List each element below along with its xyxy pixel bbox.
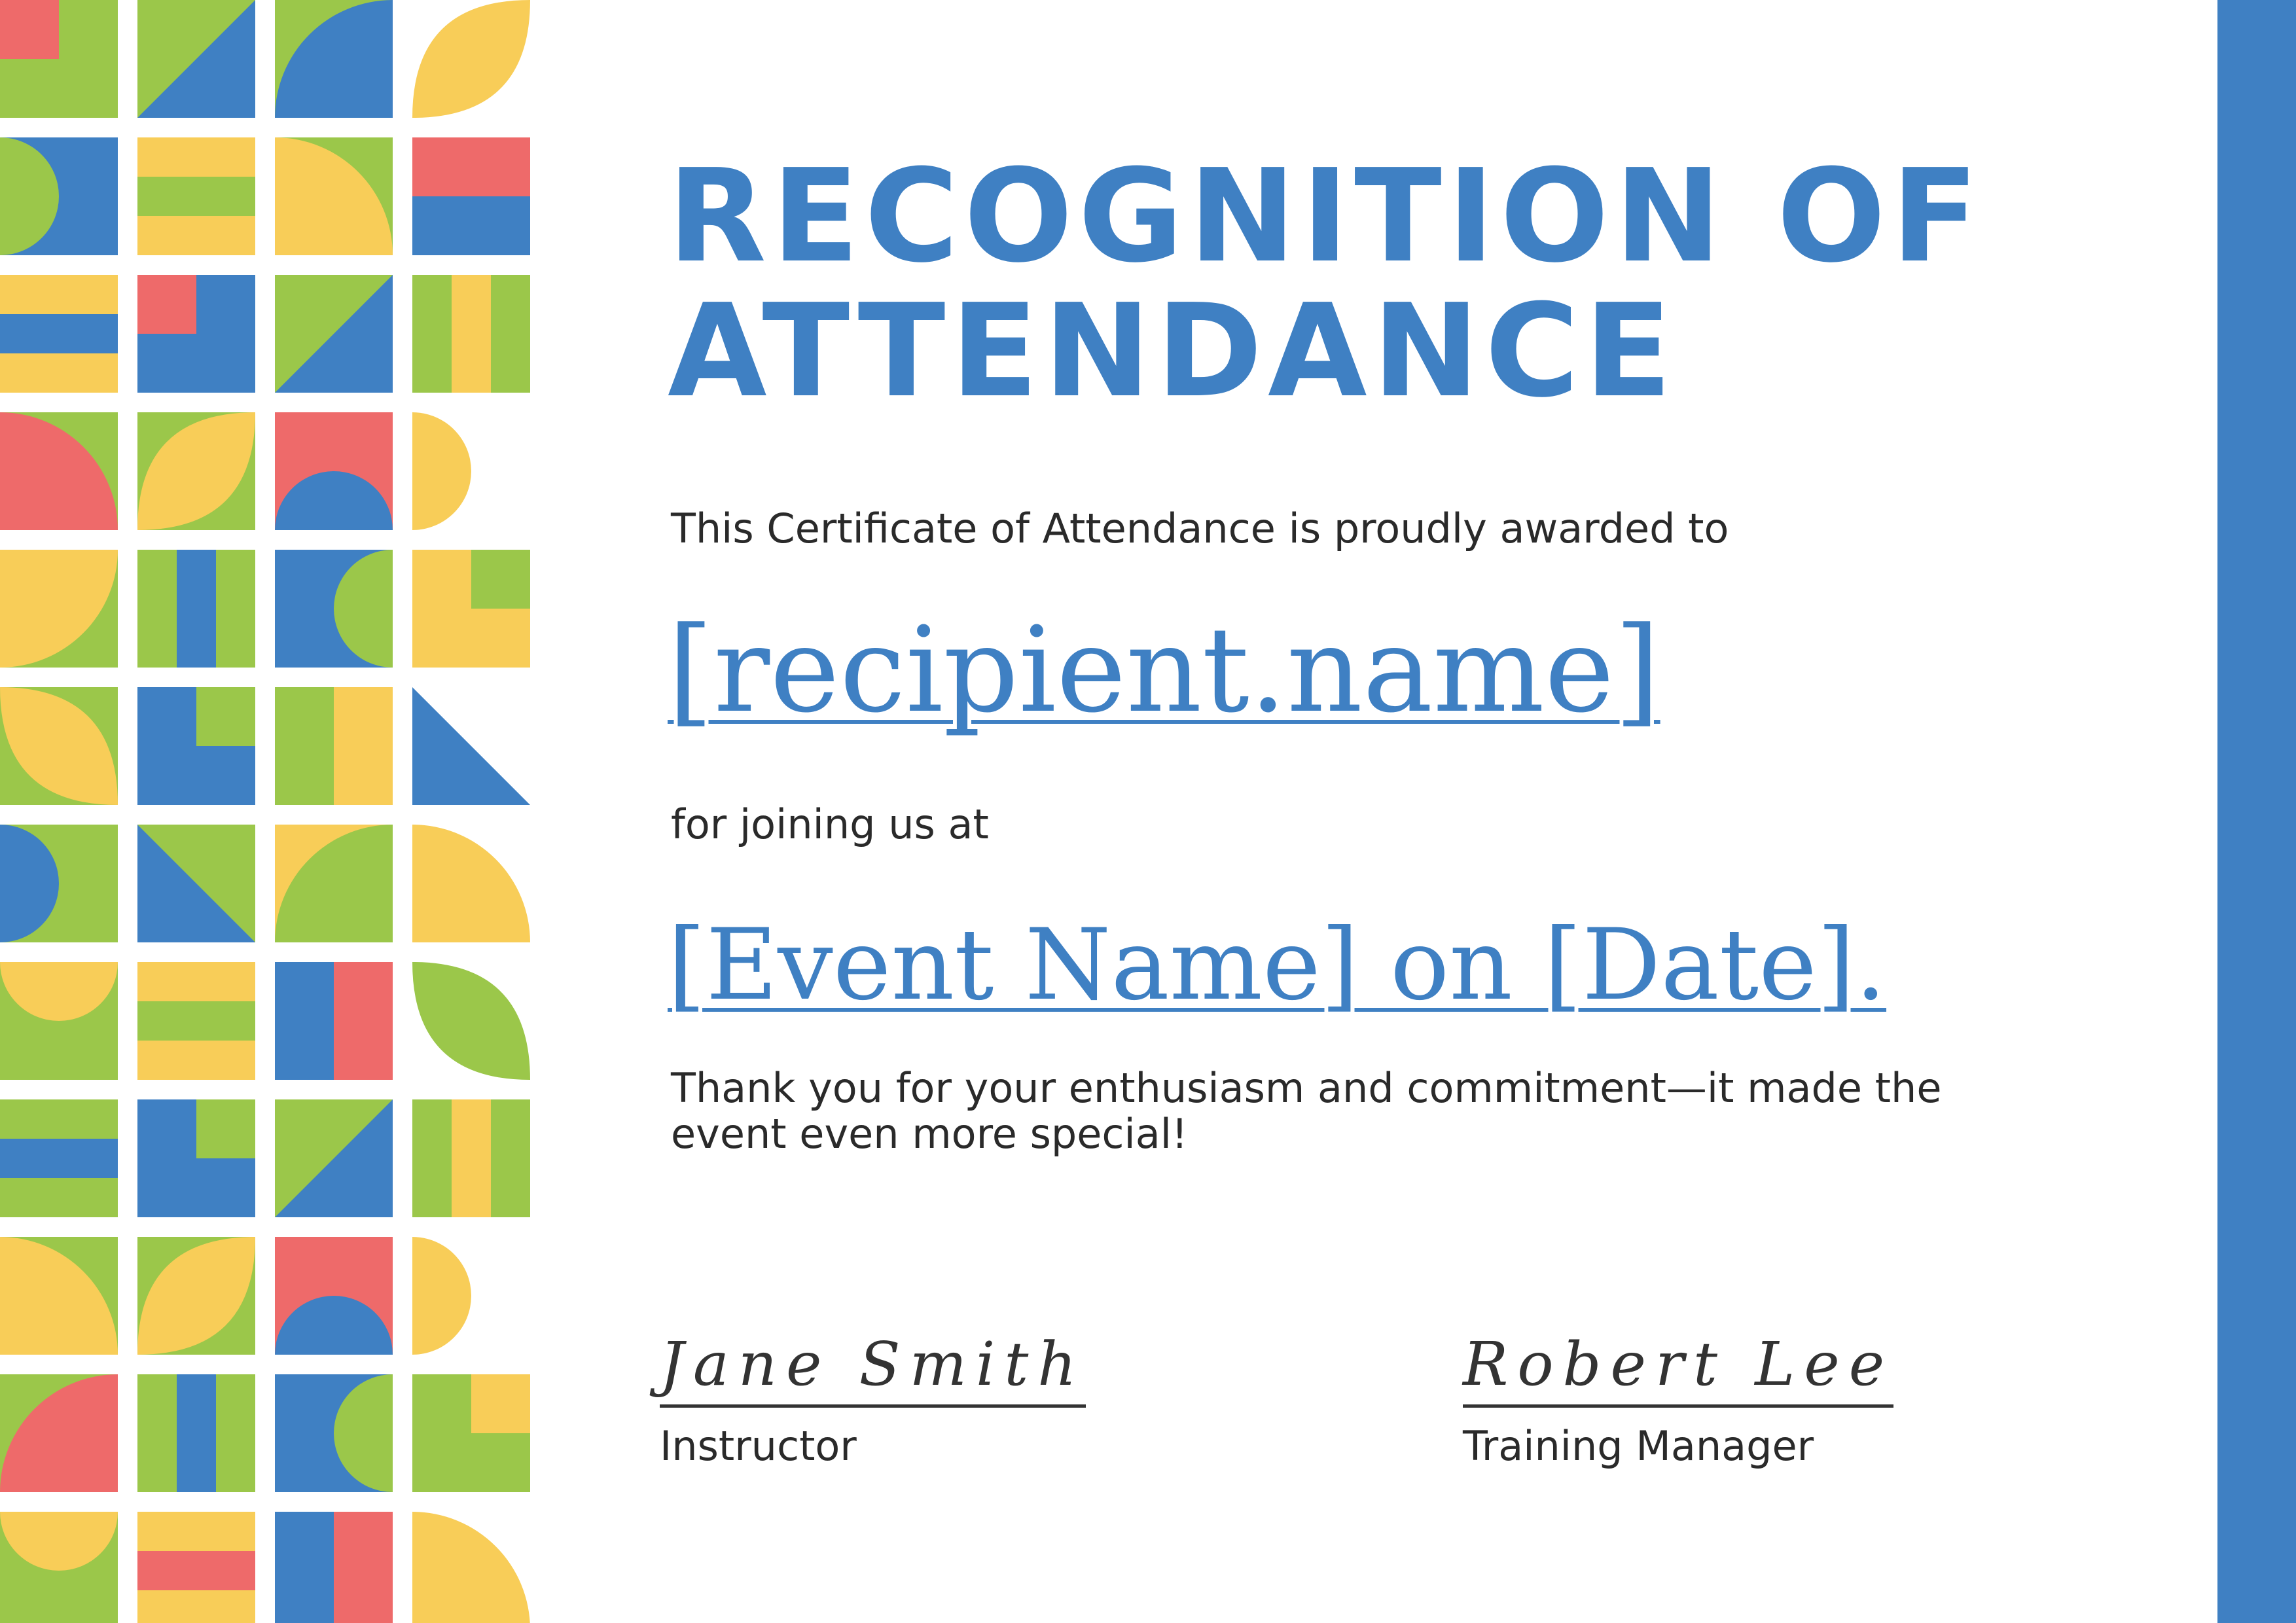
mosaic-tile: [275, 1374, 393, 1492]
mosaic-shape: [137, 275, 196, 334]
mosaic-shape: [0, 1139, 118, 1178]
mosaic-tile: [412, 550, 530, 668]
mosaic-shape: [334, 687, 393, 805]
mosaic-shape: [177, 550, 216, 668]
mosaic-shape: [452, 1099, 491, 1217]
mosaic-tile: [137, 1374, 255, 1492]
mosaic-tile: [275, 0, 393, 118]
mosaic-tile: [412, 0, 530, 118]
mosaic-tile: [137, 0, 255, 118]
mosaic-shape: [137, 1551, 255, 1590]
mosaic-svg: [0, 0, 537, 1623]
mosaic-tile: [137, 962, 255, 1080]
certificate-title: RECOGNITION OF ATTENDANCE: [668, 142, 1984, 426]
mosaic-tile: [412, 275, 530, 393]
mosaic-tile: [0, 687, 118, 805]
mosaic-tile: [137, 1237, 255, 1355]
mosaic-tile: [275, 1512, 393, 1623]
mosaic-tile: [275, 962, 393, 1080]
signature-role-instructor: Instructor: [660, 1422, 857, 1470]
thank-you-message: Thank you for your enthusiasm and commitment—it made the event even more special!: [671, 1064, 1942, 1158]
mosaic-tile: [275, 825, 393, 942]
mosaic-tile: [275, 1237, 393, 1355]
mosaic-tile: [412, 137, 530, 255]
mosaic-shape: [137, 177, 255, 216]
mosaic-tile: [137, 687, 255, 805]
mosaic-tile: [0, 825, 118, 942]
mosaic-shape: [412, 137, 530, 196]
mosaic-tile: [0, 412, 118, 530]
mosaic-tile: [0, 275, 118, 393]
recipient-name: [recipient.name]: [668, 602, 1660, 739]
signature-role-manager: Training Manager: [1463, 1422, 1814, 1470]
mosaic-tile: [0, 962, 118, 1080]
mosaic-tile: [137, 137, 255, 255]
mosaic-tile: [275, 550, 393, 668]
mosaic-tile: [412, 1099, 530, 1217]
mosaic-tile: [137, 550, 255, 668]
mosaic-tile: [412, 687, 530, 805]
mosaic-tile: [0, 137, 118, 255]
mosaic-shape: [137, 746, 255, 805]
signature-block-instructor: [660, 1329, 1118, 1469]
mosaic-shape: [334, 962, 393, 1080]
mosaic-tile: [137, 412, 255, 530]
mosaic-tile: [275, 137, 393, 255]
mosaic-tile: [0, 1099, 118, 1217]
mosaic-tile: [0, 0, 118, 118]
event-name-date: [Event Name] on [Date].: [668, 908, 1887, 1022]
mosaic-shape: [471, 1374, 530, 1433]
mosaic-tile: [137, 1512, 255, 1623]
mosaic-tile: [412, 825, 530, 942]
mosaic-tile: [0, 550, 118, 668]
joining-text: for joining us at: [671, 800, 989, 848]
mosaic-tile: [275, 687, 393, 805]
award-intro-text: This Certificate of Attendance is proudly awarded to: [671, 505, 1729, 552]
mosaic-shape: [137, 1158, 255, 1217]
mosaic-tile: [275, 1099, 393, 1217]
decorative-mosaic-border: [0, 0, 537, 1623]
mosaic-tile: [412, 1237, 530, 1355]
signature-robert-lee: Robert Lee: [1463, 1329, 1893, 1408]
mosaic-tile: [412, 962, 530, 1080]
mosaic-tile: [412, 1512, 530, 1623]
mosaic-shape: [471, 550, 530, 609]
mosaic-shape: [334, 1512, 393, 1623]
mosaic-tile: [137, 825, 255, 942]
mosaic-tile: [412, 1374, 530, 1492]
blue-side-bar: [2217, 0, 2296, 1623]
mosaic-tile: [0, 1237, 118, 1355]
mosaic-tile: [275, 412, 393, 530]
mosaic-tile: [137, 1099, 255, 1217]
mosaic-tile: [275, 275, 393, 393]
mosaic-shape: [137, 1001, 255, 1041]
signature-jane-smith: Jane Smith: [660, 1329, 1086, 1408]
mosaic-shape: [177, 1374, 216, 1492]
mosaic-tile: [0, 1512, 118, 1623]
mosaic-shape: [0, 0, 59, 59]
mosaic-tile: [412, 412, 530, 530]
signature-block-manager: [1463, 1329, 1921, 1469]
mosaic-tile: [0, 1374, 118, 1492]
mosaic-shape: [452, 275, 491, 393]
mosaic-shape: [0, 314, 118, 353]
mosaic-tile: [137, 275, 255, 393]
